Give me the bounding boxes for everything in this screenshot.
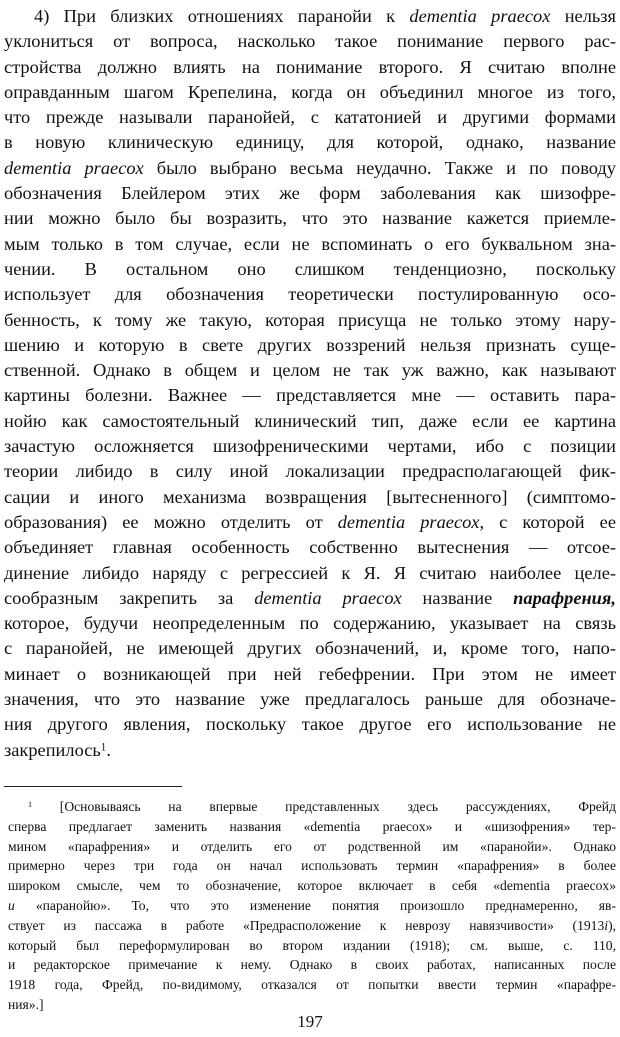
text-segment: использует для обозначения теоретически постулированную осо-: [4, 284, 616, 305]
text-segment: зачастую осложняется шизофреническими чертами, ибо с позиции: [4, 436, 616, 457]
text-line: [4, 738, 616, 763]
text-segment: «паранойю». То, что это изменение понятия произошло преднамеренно, яв-: [14, 897, 616, 913]
text-line: [4, 80, 616, 105]
text-line: [4, 257, 616, 282]
text-segment: ),: [608, 917, 616, 933]
footnote-separator: [4, 786, 182, 787]
text-segment: что прежде называли паранойей, с кататонией и другими формами: [4, 107, 616, 128]
text-segment: шению и которую в свете других воззрений нельзя признать суще-: [4, 334, 616, 355]
text-segment: нельзя: [550, 6, 617, 26]
text-line: [4, 535, 616, 560]
text-segment: закрепилось: [4, 739, 101, 760]
text-segment: примерно через три года он начал использовать термин «парафрения» в более: [8, 858, 616, 874]
footnote: [8, 797, 616, 1015]
italic-term: парафрения,: [513, 587, 616, 608]
italic-term: dementia praecox: [254, 587, 402, 608]
footnote-line: [8, 916, 616, 936]
text-line: [4, 459, 616, 484]
text-segment: с паранойей, не имеющей других обозначений, и, кроме того, напо-: [4, 638, 616, 659]
footnote-marker: 1: [28, 799, 33, 809]
text-segment: ствует из пассажа в работе «Предрасположение к неврозу навязчивости» (1913: [8, 917, 605, 933]
italic-term: dementia praecox: [337, 511, 480, 532]
text-line: [4, 181, 616, 206]
text-segment: уклониться от вопроса, насколько такое понимание первого рас-: [4, 31, 616, 52]
text-segment: , с которой ее: [479, 511, 616, 532]
footnote-line: [8, 896, 616, 916]
text-segment: 1918 года, Фрейд, по-видимому, отказался от попытки ввести термин «парафре-: [8, 977, 616, 993]
text-line: [4, 712, 616, 737]
text-segment: ственной. Однако в общем и целом не так уж важно, как называют: [4, 360, 616, 381]
text-line: [4, 206, 616, 231]
text-line: [4, 232, 616, 257]
text-segment: значения, что это название уже предлагалось раньше для обозначе-: [4, 689, 616, 710]
text-segment: ния другого явления, поскольку такое другое его использование не: [4, 714, 616, 735]
text-line: [4, 333, 616, 358]
text-segment: и редакторское примечание к нему. Однако в своих работах, написанных после: [8, 957, 616, 973]
page-number: 197: [297, 1012, 323, 1031]
text-segment: которое, будучи неопределенным по содержанию, указывает на связь: [4, 613, 616, 634]
text-segment: сперва предлагает заменить названия «dementia praecox» и «шизофрения» тер-: [8, 818, 616, 834]
text-segment: чении. В остальном оно слишком тенденциозно, поскольку: [4, 258, 616, 279]
text-segment: сации и иного механизма возвращения [вытесненного] (симптомо-: [4, 486, 616, 507]
text-segment: оправданным шагом Крепелина, когда он объединил многое из того,: [4, 81, 616, 102]
text-segment: теории либидо в силу иной локализации предрасполагающей фик-: [4, 461, 616, 482]
text-segment: широком смысле, чем то обозначение, которое включает в себя «dementia praecox»: [8, 878, 616, 894]
text-line: [4, 29, 616, 54]
text-segment: [Основываясь на впервые представленных здесь рассуждениях, Фрейд: [32, 799, 616, 814]
main-paragraph: [4, 4, 616, 763]
footnote-line: [8, 876, 616, 896]
book-page: [4, 4, 617, 1031]
text-line: [4, 636, 616, 661]
italic-term: dementia praecox: [409, 6, 551, 26]
text-line: [4, 4, 616, 29]
text-line: [4, 156, 616, 181]
text-segment: мином «парафрения» и отделить его от родственной им «паранойи». Однако: [8, 838, 616, 854]
text-segment: который был переформулирован во втором издании (1918); см. выше, с. 110,: [8, 937, 616, 953]
footnote-line: [8, 797, 616, 817]
text-segment: сообразным закрепить за: [4, 587, 255, 608]
text-line: [4, 687, 616, 712]
text-segment: .: [106, 739, 111, 760]
footnote-line: [8, 936, 616, 956]
text-line: [4, 662, 616, 687]
text-segment: в новую клиническую единицу, для которой, однако, название: [4, 132, 616, 153]
footnote-line: [8, 817, 616, 837]
text-segment: картины болезни. Важнее — представляется мне — оставить пара-: [4, 385, 616, 406]
text-line: [4, 130, 616, 155]
text-line: [4, 282, 616, 307]
text-segment: ния».]: [8, 996, 44, 1012]
footnote-line: [8, 975, 616, 995]
text-segment: динение либидо наряду с регрессией к Я. Я считаю наиболее целе-: [4, 562, 616, 583]
text-line: [4, 611, 616, 636]
text-line: [4, 561, 616, 586]
footnote-line: [8, 837, 616, 857]
text-line: [4, 308, 616, 333]
text-segment: 4) При близких отношениях паранойи к: [34, 6, 410, 26]
text-segment: обозначения Блейлером этих же форм заболевания как шизофре-: [4, 183, 616, 204]
italic-term: dementia praecox: [4, 157, 144, 178]
text-line: [4, 510, 616, 535]
text-segment: нойю как самостоятельный клинический тип, даже если ее картина: [4, 410, 616, 431]
text-segment: стройства должно влиять на понимание второго. Я считаю вполне: [4, 56, 616, 77]
text-line: [4, 434, 616, 459]
footnote-line: [8, 856, 616, 876]
text-segment: мым только в том случае, если не вспоминать о его буквальном зна-: [4, 233, 616, 254]
italic-term: i: [604, 917, 609, 933]
footnote-marker: 1: [100, 741, 107, 754]
text-segment: нии можно было бы возразить, что это название кажется приемле-: [4, 208, 616, 229]
text-line: [4, 485, 616, 510]
text-segment: бенность, к тому же такую, которая присуща не только этому нару-: [4, 309, 616, 330]
italic-term: и: [8, 897, 15, 913]
text-segment: название: [401, 587, 514, 608]
text-line: [4, 358, 616, 383]
text-line: [4, 383, 616, 408]
text-segment: минает о возникающей при ней гебефрении. При этом не имеет: [4, 663, 616, 684]
text-segment: было выбрано весьма неудачно. Также и по поводу: [143, 157, 616, 178]
footnote-line: [8, 955, 616, 975]
text-segment: объединяет главная особенность собственно вытеснения — отсое-: [4, 537, 616, 558]
text-line: [4, 586, 616, 611]
text-line: [4, 55, 616, 80]
text-segment: образования) ее можно отделить от: [4, 511, 338, 532]
text-line: [4, 105, 616, 130]
text-line: [4, 409, 616, 434]
